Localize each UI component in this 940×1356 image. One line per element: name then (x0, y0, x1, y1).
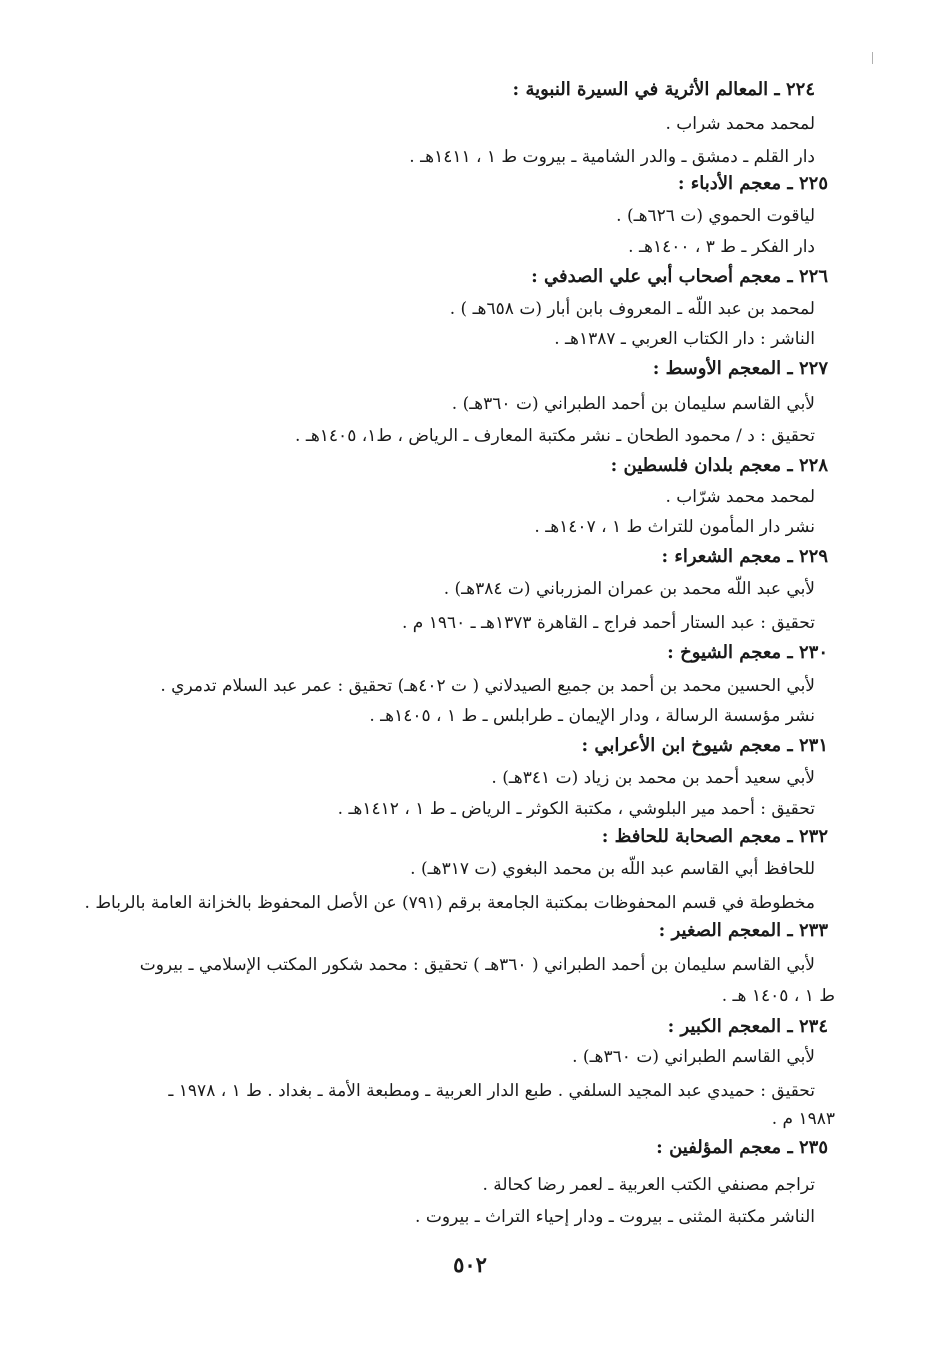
entry-author: لأبي القاسم سليمان بن أحمد الطبراني (ت ٣٦٠هـ) . (451, 394, 815, 414)
entry-publisher: الناشر : دار الكتاب العربي ـ ١٣٨٧هـ . (554, 329, 815, 349)
entry-heading: ٢٢٨ ـ معجم بلدان فلسطين : (610, 455, 828, 476)
entry-publisher-continued: ١٩٨٣ م . (771, 1109, 835, 1129)
entry-author: لأبي القاسم الطبراني (ت ٣٦٠هـ) . (572, 1047, 815, 1067)
entry-author: تراجم مصنفي الكتب العربية ـ لعمر رضا كحالة . (482, 1175, 815, 1195)
entry-publisher: نشر مؤسسة الرسالة ، ودار الإيمان ـ طرابلس ـ ط ١ ، ١٤٠٥هـ . (369, 706, 815, 726)
entry-heading: ٢٢٩ ـ معجم الشعراء : (661, 546, 828, 567)
entry-publisher: نشر دار المأمون للتراث ط ١ ، ١٤٠٧هـ . (534, 517, 815, 537)
entry-heading: ٢٣٣ ـ المعجم الصغير : (658, 920, 828, 941)
scan-speck (872, 52, 873, 64)
entry-author: لأبي عبد اللّه محمد بن عمران المزرباني (ت ٣٨٤هـ) . (443, 579, 815, 599)
entry-publisher: تحقيق : عبد الستار أحمد فراج ـ القاهرة ١٣٧٣هـ ـ ١٩٦٠ م . (401, 613, 815, 633)
entry-heading: ٢٢٥ ـ معجم الأدباء : (677, 173, 828, 194)
entry-publisher: الناشر مكتبة المثنى ـ بيروت ـ ودار إحياء التراث ـ بيروت . (415, 1207, 815, 1227)
entry-heading: ٢٣١ ـ معجم شيوخ ابن الأعرابي : (581, 735, 828, 756)
entry-publisher: تحقيق : أحمد مير البلوشي ، مكتبة الكوثر ـ الرياض ـ ط ١ ، ١٤١٢هـ . (337, 799, 815, 819)
entry-author: لأبي القاسم سليمان بن أحمد الطبراني ( ٣٦٠هـ ) تحقيق : محمد شكور المكتب الإسلامي ـ بيروت (139, 955, 815, 975)
entry-author: لمحمد محمد شرّاب . (665, 487, 815, 507)
entry-author: لأبي سعيد أحمد بن محمد بن زياد (ت ٣٤١هـ) . (491, 768, 815, 788)
entry-heading: ٢٢٤ ـ المعالم الأثرية في السيرة النبوية : (512, 79, 815, 100)
entry-publisher: دار القلم ـ دمشق ـ والدر الشامية ـ بيروت ط ١ ، ١٤١١هـ . (409, 147, 815, 167)
entry-heading: ٢٢٦ ـ معجم أصحاب أبي علي الصدفي : (531, 266, 828, 287)
entry-heading: ٢٢٧ ـ المعجم الأوسط : (652, 358, 828, 379)
entry-publisher: تحقيق : د / محمود الطحان ـ نشر مكتبة المعارف ـ الرياض ، ط١، ١٤٠٥هـ . (295, 426, 815, 446)
entry-publisher: دار الفكر ـ ط ٣ ، ١٤٠٠هـ . (628, 237, 815, 257)
entry-author: لمحمد بن عبد اللّه ـ المعروف بابن أبار (ت ٦٥٨هـ ) . (449, 299, 815, 319)
entry-heading: ٢٣٠ ـ معجم الشيوخ : (667, 642, 828, 663)
entry-heading: ٢٣٥ ـ معجم المؤلفين : (656, 1137, 828, 1158)
entry-author: لأبي الحسين محمد بن أحمد بن جميع الصيدلاني ( ت ٤٠٢هـ) تحقيق : عمر عبد السلام تدمري . (160, 676, 815, 696)
entry-heading: ٢٣٢ ـ معجم الصحابة للحافظ : (601, 826, 828, 847)
entry-publisher: تحقيق : حميدي عبد المجيد السلفي . طبع الدار العربية ـ ومطبعة الأمة ـ بغداد . ط ١ ، ١٩٧٨ ـ (168, 1081, 815, 1101)
entry-author: لياقوت الحموي (ت ٦٢٦هـ) . (616, 206, 815, 226)
entry-author: لمحمد محمد شراب . (665, 114, 815, 134)
entry-heading: ٢٣٤ ـ المعجم الكبير : (667, 1016, 828, 1037)
entry-publisher: ط ١ ، ١٤٠٥ هـ . (721, 986, 835, 1006)
entry-publisher: مخطوطة في قسم المحفوظات بمكتبة الجامعة برقم (٧٩١) عن الأصل المحفوظ بالخزانة العامة بالرباط . (84, 893, 815, 913)
entry-author: للحافظ أبي القاسم عبد اللّه بن محمد البغوي (ت ٣١٧هـ) . (410, 859, 815, 879)
page-number: ٥٠٢ (453, 1252, 487, 1277)
